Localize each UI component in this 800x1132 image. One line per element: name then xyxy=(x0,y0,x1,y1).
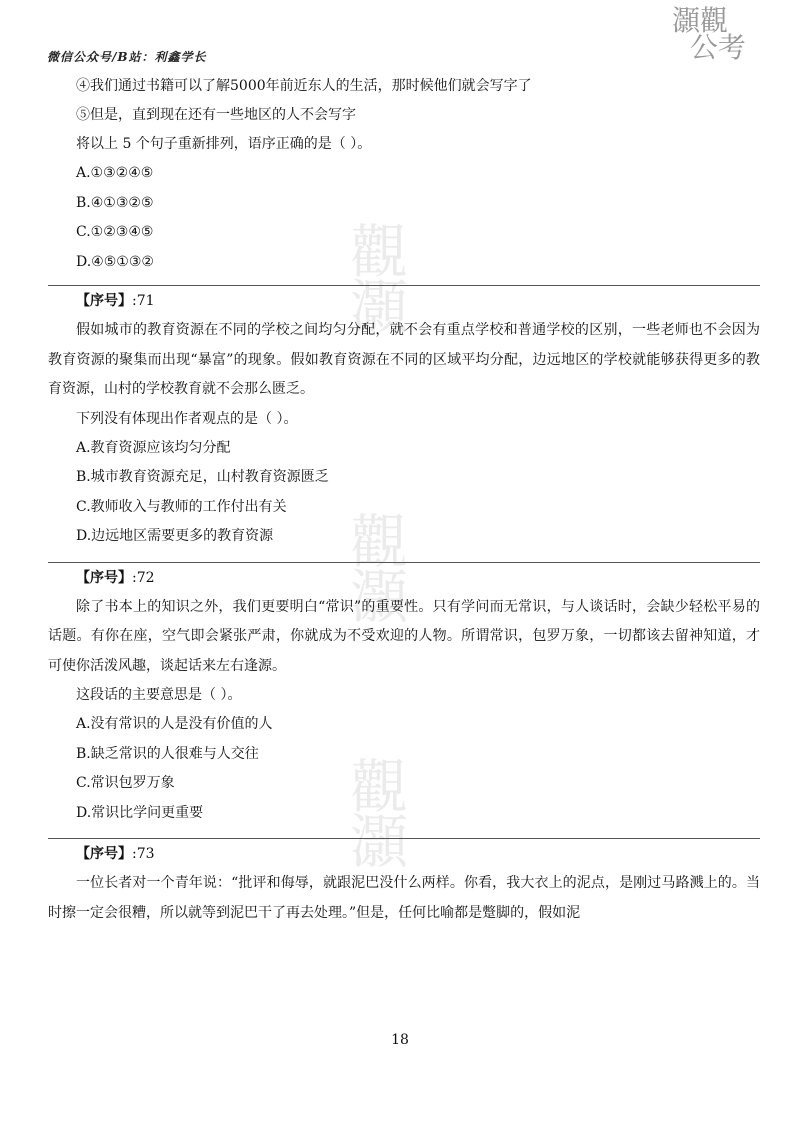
watermark: 觀 灝 xyxy=(350,508,409,632)
question-prompt: 下列没有体现出作者观点的是（ ）。 xyxy=(76,410,298,427)
question-71 xyxy=(48,286,760,552)
option-a: A.教育资源应该均匀分配 xyxy=(76,439,231,456)
option-b: B.缺乏常识的人很难与人交往 xyxy=(76,745,259,762)
option-c: C.常识包罗万象 xyxy=(76,775,175,791)
serial-number: :73 xyxy=(132,846,155,862)
question-prompt: 将以上 5 个句子重新排列，语序正确的是（ ）。 xyxy=(76,136,372,152)
option-d: D.常识比学问更重要 xyxy=(76,804,204,821)
question-serial xyxy=(48,563,760,593)
watermark: 觀 灝 xyxy=(350,218,409,342)
question-serial xyxy=(48,286,760,316)
question-72 xyxy=(48,563,760,829)
page-number: 18 xyxy=(391,1032,409,1048)
serial-label: 【序号】 xyxy=(76,569,132,586)
option-c: C.教师收入与教师的工作付出有关 xyxy=(76,498,287,515)
serial-number: :72 xyxy=(132,569,155,586)
option-d: D.④⑤①③② xyxy=(76,253,154,270)
option-a: A.没有常识的人是没有价值的人 xyxy=(76,716,273,732)
serial-label: 【序号】 xyxy=(76,846,132,862)
option-b: B.城市教育资源充足，山村教育资源匮乏 xyxy=(76,469,329,485)
header-source: 微信公众号/B站：利鑫学长 xyxy=(47,50,207,64)
option-a: A.①③②④⑤ xyxy=(76,165,154,181)
question-prompt: 这段话的主要意思是（ ）。 xyxy=(76,687,242,703)
option-d: D.边远地区需要更多的教育资源 xyxy=(76,528,274,544)
question-passage: 除了书本上的知识之外，我们更要明白“常识”的重要性。只有学问而无常识，与人谈话时，会缺少轻松平易的话题。有你在座，空气即会紧张严肃，你就成为不受欢迎的人物。所谓常识，包罗万象，一切都该去留神知道，才可使你活泼风趣，谈起话来左右逢源。 xyxy=(48,598,760,674)
question-70-tail xyxy=(48,72,760,277)
question-passage: 假如城市的教育资源在不同的学校之间均匀分配，就不会有重点学校和普通学校的区别，一些老师也不会因为教育资源的聚集而出现“暴富”的现象。假如教育资源在不同的区域平均分配，边远地区的学校就能够获得更多的教育资源，山村的学校教育就不会那么匮乏。 xyxy=(48,322,760,397)
sentence-item: ⑤但是，直到现在还有一些地区的人不会写字 xyxy=(76,107,356,123)
option-c: C.①②③④⑤ xyxy=(76,224,154,240)
watermark: 觀 灝 xyxy=(350,753,409,877)
serial-number: :71 xyxy=(132,293,155,309)
document-body xyxy=(48,72,760,928)
question-serial xyxy=(48,839,760,869)
serial-label: 【序号】 xyxy=(76,293,132,309)
question-passage: 一位长者对一个青年说：“批评和侮辱，就跟泥巴没什么两样。你看，我大衣上的泥点，是刚过马路溅上的。当时擦一定会很糟，所以就等到泥巴干了再去处理。”但是，任何比喻都是蹩脚的，假如泥 xyxy=(48,875,760,921)
watermark-logo: 灝觀 公考 xyxy=(672,4,746,64)
option-b: B.④①③②⑤ xyxy=(76,194,154,211)
sentence-item: ④我们通过书籍可以了解5000年前近东人的生活，那时候他们就会写字了 xyxy=(76,78,532,94)
question-73 xyxy=(48,839,760,928)
